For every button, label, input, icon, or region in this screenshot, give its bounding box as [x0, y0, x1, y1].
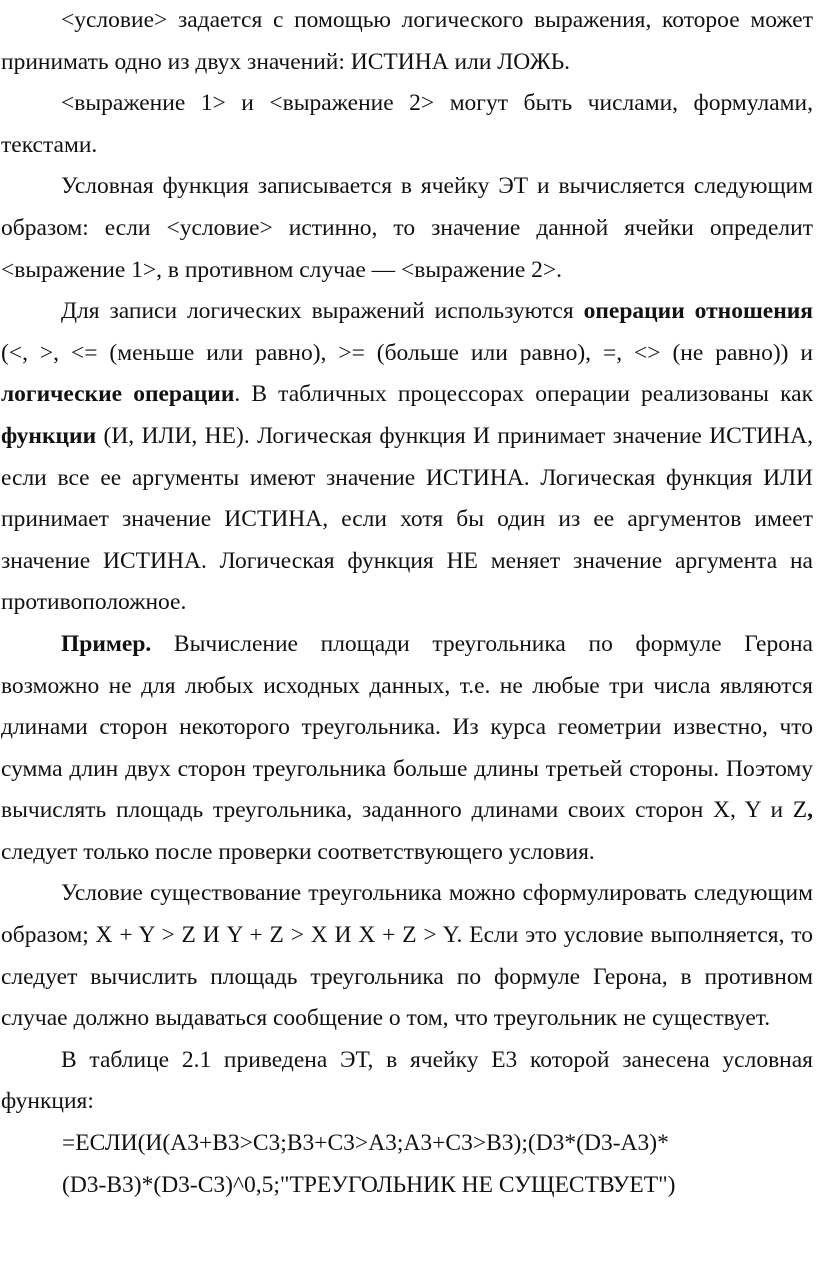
formula-line-2: (D3-B3)*(D3-C3)^0,5;"ТРЕУГОЛЬНИК НЕ СУЩЕСТВУЕТ")	[62, 1171, 676, 1198]
text-segment: следует только после проверки соответствующего условия.	[1, 838, 595, 865]
paragraph-expressions: <выражение 1> и <выражение 2> могут быть числами, формулами, текстами.	[1, 90, 813, 158]
paragraph-logical-operations	[1, 291, 813, 624]
bold-term-functions: функции	[1, 422, 97, 449]
text-segment: . В табличных процессорах операции реализованы как	[234, 381, 813, 408]
text-segment: Для записи логических выражений используются	[61, 298, 584, 325]
paragraph-condition: <условие> задается с помощью логического выражения, которое может принимать одно из двух значений: ИСТИНА или ЛОЖЬ.	[1, 7, 813, 75]
paragraph-triangle-condition: Условие существование треугольника можно сформулировать следующим образом; X + Y > Z И Y + Z > X И X + Z > Y. Если это условие выполняется, то следует вычислить площадь треугольника по формуле Герона, в противном случае должно выдаваться сообщение о том, что треугольник не существует.	[1, 880, 813, 1032]
paragraph-conditional-function: Условная функция записывается в ячейку ЭТ и вычисляется следующим образом: если <условие> истинно, то значение данной ячейки определит <выражение 1>, в противном случае — <выражение 2>.	[1, 173, 813, 283]
text-segment: (<, >, <= (меньше или равно), >= (больше или равно), =, <> (не равно)) и	[1, 339, 813, 366]
bold-term-logical-operations: логические операции	[1, 381, 235, 408]
text-segment: (И, ИЛИ, НЕ). Логическая функция И принимает значение ИСТИНА, если все ее аргументы имеют значение ИСТИНА. Логическая функция ИЛИ принимает значение ИСТИНА, если хотя бы один из ее аргументов имеет значение ИСТИНА. Логическая функция НЕ меняет значение аргумента на противоположное.	[1, 422, 813, 616]
formula-line-1: =ЕСЛИ(И(A3+B3>C3;B3+C3>A3;A3+C3>B3);(D3*(D3-A3)*	[62, 1130, 669, 1157]
bold-comma: ,	[807, 797, 813, 824]
example-label: Пример.	[61, 630, 152, 657]
paragraph-table-reference: В таблице 2.1 приведена ЭТ, в ячейку E3 которой занесена условная функция:	[1, 1046, 813, 1115]
bold-term-relation-operations: операции отношения	[583, 298, 814, 325]
text-segment: Вычисление площади треугольника по формуле Герона возможно не для любых исходных данных, т.е. не любые три числа являются длинами сторон некоторого треугольника. Из курса геометрии известно, что сумма длин двух сторон треугольника больше длины третьей стороны. Поэтому вычислять площадь треугольника, заданного длинами своих сторон X, Y и Z	[1, 630, 813, 824]
paragraph-example	[1, 624, 813, 874]
